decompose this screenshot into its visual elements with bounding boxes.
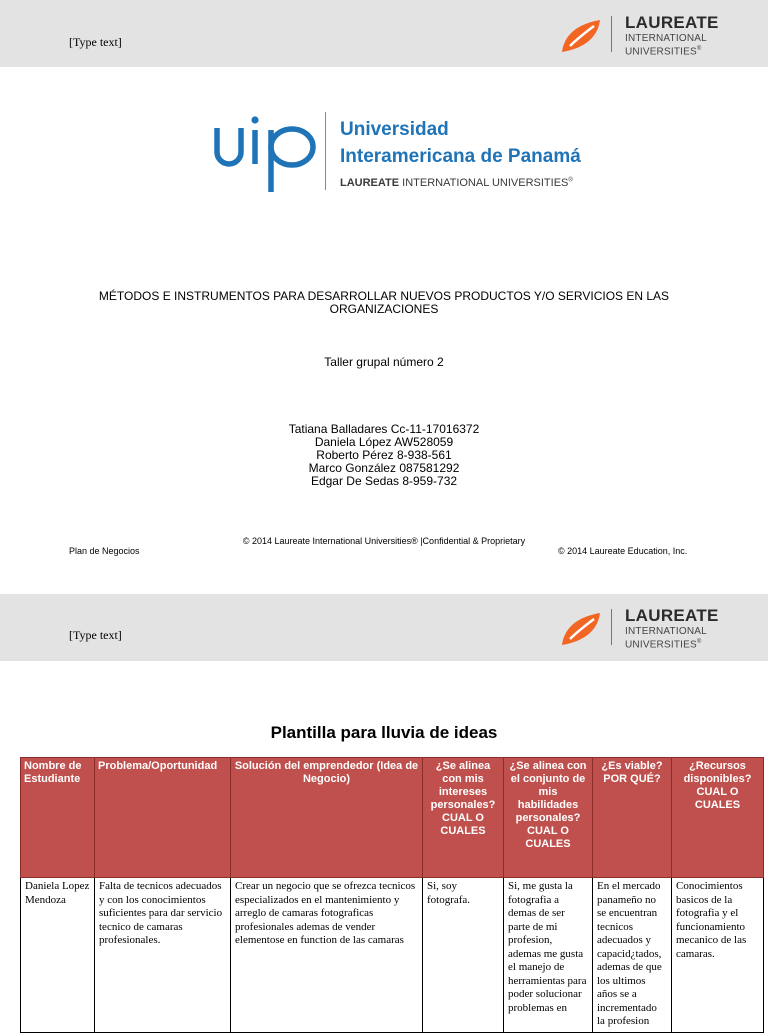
laureate-subtitle	[625, 626, 707, 650]
uip-name-line1: Universidad	[340, 119, 449, 140]
table-cell: En el mercado panameño no se encuentran tecnicos adecuados y capacid¿tados, ademas de que los ultimos años se a incrementado la profesion	[593, 878, 672, 1033]
copyright-laureate: © 2014 Laureate International Universities® |Confidential & Proprietary	[242, 536, 526, 546]
column-header: Solución del emprendedor (Idea de Negocio)	[231, 758, 423, 878]
document-title-line1: MÉTODOS E INSTRUMENTOS PARA DESARROLLAR NUEVOS PRODUCTOS Y/O SERVICIOS EN LAS	[98, 289, 670, 303]
author-item: Edgar De Sedas 8-959-732	[310, 474, 458, 488]
laureate-subtitle	[625, 33, 707, 57]
table-cell: Si, me gusta la fotografia a demas de ser parte de mi profesion, ademas me gusta el manejo de herramientas para poder solucionar problemas en	[504, 878, 593, 1033]
template-title: Plantilla para lluvia de ideas	[270, 723, 498, 742]
table-cell: Daniela Lopez Mendoza	[21, 878, 95, 1033]
ideas-table	[20, 757, 764, 1033]
header-placeholder-text: [Type text]	[69, 35, 122, 49]
column-header: Nombre de Estudiante	[21, 758, 95, 878]
author-item: Roberto Pérez 8-938-561	[316, 448, 452, 462]
laureate-logo	[558, 10, 728, 60]
laureate-sub-line2: UNIVERSITIES®	[625, 46, 702, 58]
table-cell: Si, soy fotografa.	[423, 878, 504, 1033]
laureate-name: LAUREATE	[625, 606, 719, 625]
uip-divider	[325, 112, 326, 190]
workshop-label: Taller grupal número 2	[324, 355, 444, 369]
column-header: Problema/Oportunidad	[95, 758, 231, 878]
author-item: Tatiana Balladares Cc-11-17016372	[288, 422, 480, 436]
laureate-sub-line2: UNIVERSITIES®	[625, 639, 702, 651]
laureate-sub-line1: INTERNATIONAL	[625, 626, 707, 637]
table-row	[21, 878, 764, 1033]
document-title-line2: ORGANIZACIONES	[329, 302, 439, 316]
column-header: ¿Se alinea con el conjunto de mis habilidades personales? CUAL O CUALES	[504, 758, 593, 878]
page-header	[0, 0, 768, 67]
laureate-sub-line1: INTERNATIONAL	[625, 33, 707, 44]
table-header-row	[21, 758, 764, 878]
column-header: ¿Se alinea con mis intereses personales? CUAL O CUALES	[423, 758, 504, 878]
header-placeholder-text: [Type text]	[69, 628, 122, 642]
document-title	[0, 290, 768, 316]
page-header-2	[0, 594, 768, 661]
laureate-leaf-icon	[560, 609, 604, 647]
copyright-education: © 2014 Laureate Education, Inc.	[558, 546, 688, 556]
table-cell: Falta de tecnicos adecuados y con los conocimientos suficientes para dar servicio tecnico de camaras profesionales.	[95, 878, 231, 1033]
laureate-logo	[558, 603, 728, 653]
laureate-leaf-icon	[560, 16, 604, 54]
table-cell: Conocimientos basicos de la fotografia y el funcionamiento mecanico de las camaras.	[672, 878, 764, 1033]
author-item: Daniela López AW528059	[314, 435, 454, 449]
uip-wordmark	[213, 116, 318, 192]
table-cell: Crear un negocio que se ofrezca tecnicos especializados en el mantenimiento y arreglo de camaras fotograficas profesionales ademas de vender elementose en function de las camaras	[231, 878, 423, 1033]
column-header: ¿Recursos disponibles? CUAL O CUALES	[672, 758, 764, 878]
uip-name-line2: Interamericana de Panamá	[340, 146, 581, 167]
author-list	[0, 423, 768, 488]
laureate-name: LAUREATE	[625, 13, 719, 32]
laureate-divider	[611, 609, 612, 645]
laureate-divider	[611, 16, 612, 52]
author-item: Marco González 087581292	[308, 461, 460, 475]
uip-logo	[213, 112, 603, 194]
column-header: ¿Es viable? POR QUÉ?	[593, 758, 672, 878]
footer-plan-label: Plan de Negocios	[69, 546, 140, 556]
uip-tagline: LAUREATE INTERNATIONAL UNIVERSITIES®	[340, 177, 573, 189]
